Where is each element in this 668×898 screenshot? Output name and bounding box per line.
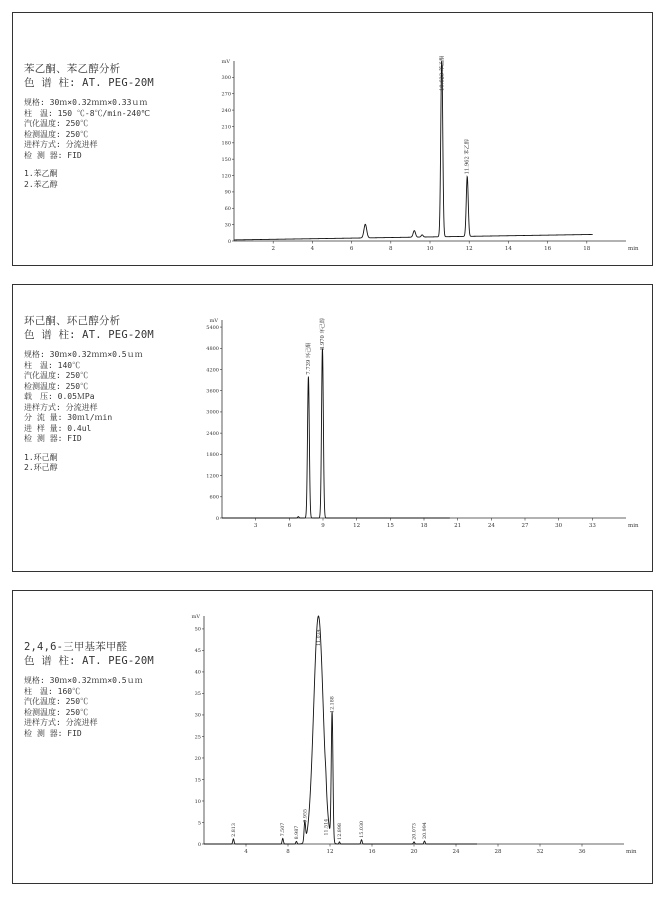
- peak-label: 11.034: [316, 629, 322, 646]
- y-tick-label: 240: [221, 107, 231, 114]
- chromatogram-trace: [222, 348, 450, 518]
- x-tick-label: 8: [389, 246, 393, 252]
- x-tick-label: 15: [386, 523, 394, 529]
- y-axis-unit: mV: [221, 59, 230, 65]
- x-tick-label: 12: [326, 849, 334, 855]
- y-tick-label: 0: [215, 515, 219, 522]
- chromatogram-trace: [204, 616, 477, 844]
- panel-3-info: [24, 640, 154, 739]
- spec-line: 柱 温: 150 ℃-8℃/min-240℃: [24, 108, 151, 118]
- panel-2-specs: [24, 350, 154, 445]
- x-tick-label: 16: [544, 246, 552, 252]
- x-tick-label: 20: [410, 849, 418, 855]
- x-axis-unit: min: [628, 523, 639, 529]
- panel-2-peak-list: [24, 453, 154, 474]
- peak-list-item: 1.环己酮: [24, 452, 58, 462]
- x-tick-label: 12: [353, 523, 361, 529]
- panel-1-peak-list: [24, 169, 154, 190]
- spec-line: 检测温度: 250℃: [24, 129, 89, 139]
- y-tick-label: 0: [197, 841, 201, 848]
- x-tick-label: 36: [578, 849, 586, 855]
- spec-line: 柱 温: 140℃: [24, 360, 81, 370]
- spec-line: 分 流 量: 30ｍl/ｍin: [24, 413, 113, 422]
- chromatogram-chart-2: [200, 312, 640, 546]
- y-tick-label: 2400: [206, 430, 219, 437]
- y-tick-label: 40: [194, 669, 201, 676]
- y-tick-label: 0: [227, 238, 231, 245]
- chromatogram-chart-1: [220, 55, 640, 260]
- x-tick-label: 16: [368, 849, 376, 855]
- panel-3-column: 色 谱 柱: AT. PEG-20M: [24, 655, 154, 667]
- x-tick-label: 9: [321, 523, 325, 529]
- peak-label: 15.030: [360, 820, 365, 838]
- peak-label: 9.955: [303, 808, 309, 823]
- peak-label: 11.962 苯乙醇: [464, 138, 471, 175]
- panel-3-specs: [24, 676, 154, 739]
- y-tick-label: 300: [221, 75, 231, 82]
- y-tick-label: 150: [221, 156, 231, 163]
- x-tick-label: 30: [555, 523, 563, 529]
- y-tick-label: 35: [194, 691, 201, 698]
- y-tick-label: 210: [221, 124, 231, 131]
- panel-2-title: 环己酮、环己醇分析: [24, 315, 121, 327]
- x-tick-label: 24: [452, 849, 460, 855]
- panel-1-info: [24, 62, 154, 190]
- x-tick-label: 27: [521, 523, 529, 529]
- peak-label: 12.898: [337, 823, 343, 840]
- spec-line: 进样方式: 分流进样: [24, 140, 98, 149]
- y-tick-label: 25: [194, 734, 201, 741]
- y-tick-label: 1800: [206, 452, 219, 459]
- x-tick-label: 14: [504, 246, 512, 252]
- y-tick-label: 3600: [206, 388, 219, 395]
- x-tick-label: 28: [494, 849, 502, 855]
- y-axis-unit: mV: [191, 614, 200, 620]
- spec-line: 汽化温度: 250℃: [24, 119, 89, 128]
- panel-3-title: 2,4,6-三甲基苯甲醛: [24, 641, 128, 653]
- x-tick-label: 4: [244, 849, 248, 855]
- peak-label: 20.073: [412, 823, 418, 840]
- spec-line: 规格: 30ｍ×0.32ｍｍ×0.5ｕｍ: [24, 676, 143, 685]
- x-tick-label: 32: [536, 849, 544, 855]
- y-tick-label: 30: [194, 712, 201, 719]
- x-tick-label: 18: [420, 523, 428, 529]
- y-tick-label: 60: [224, 206, 231, 213]
- peak-label: 10.623 苯乙酮: [439, 55, 446, 91]
- y-tick-label: 10: [194, 798, 201, 805]
- spec-line: 进样方式: 分流进样: [24, 402, 98, 412]
- peak-label: 12.188: [330, 696, 336, 713]
- panel-1-title: 苯乙酮、苯乙醇分析: [24, 63, 121, 75]
- peak-list-item: 2.环己醇: [24, 463, 58, 472]
- spec-line: 检 测 器: FID: [24, 728, 82, 738]
- peak-label: 20.994: [423, 822, 428, 839]
- peak-label: 8.987: [294, 825, 300, 840]
- spec-line: 检 测 器: FID: [24, 150, 82, 160]
- y-tick-label: 45: [194, 648, 201, 655]
- y-tick-label: 20: [194, 755, 201, 762]
- spec-line: 载 压: 0.05ＭPa: [24, 392, 95, 401]
- chromatogram-trace: [234, 61, 593, 240]
- y-tick-label: 15: [194, 777, 201, 784]
- x-axis-unit: min: [628, 246, 639, 252]
- peak-label: 8.970 环己醇: [319, 317, 326, 350]
- peak-list-item: 1.苯乙酮: [24, 169, 58, 178]
- x-tick-label: 10: [426, 246, 434, 252]
- spec-line: 进样方式: 分流进样: [24, 718, 98, 727]
- x-tick-label: 21: [454, 523, 462, 529]
- panel-2-column: 色 谱 柱: AT. PEG-20M: [24, 329, 154, 341]
- spec-line: 规格: 30ｍ×0.32ｍｍ×0.33ｕｍ: [24, 98, 148, 107]
- y-tick-label: 90: [224, 189, 231, 196]
- x-tick-label: 12: [465, 246, 473, 252]
- panel-2-info: [24, 314, 154, 474]
- y-tick-label: 50: [194, 626, 201, 633]
- peak-label: 11.514: [324, 818, 330, 836]
- panel-1-specs: [24, 98, 154, 161]
- y-tick-label: 4200: [206, 367, 219, 374]
- spec-line: 规格: 30ｍ×0.32ｍｍ×0.5ｕｍ: [24, 350, 143, 359]
- y-tick-label: 5: [197, 820, 201, 827]
- spec-line: 柱 温: 160℃: [24, 686, 81, 696]
- panel-1-column: 色 谱 柱: AT. PEG-20M: [24, 77, 154, 89]
- spec-line: 检测温度: 250℃: [24, 707, 89, 717]
- spec-line: 进 样 量: 0.4ul: [24, 423, 92, 433]
- x-tick-label: 18: [583, 246, 591, 252]
- y-tick-label: 30: [224, 222, 231, 229]
- x-tick-label: 4: [310, 246, 315, 252]
- x-tick-label: 6: [287, 523, 292, 529]
- y-tick-label: 180: [221, 140, 231, 147]
- y-tick-label: 5400: [206, 324, 219, 331]
- x-tick-label: 3: [253, 523, 258, 529]
- y-tick-label: 1200: [206, 473, 219, 480]
- x-axis-unit: min: [626, 849, 637, 855]
- x-tick-label: 6: [349, 246, 354, 252]
- spec-line: 检测温度: 250℃: [24, 381, 89, 391]
- y-tick-label: 120: [221, 173, 231, 180]
- x-tick-label: 33: [588, 523, 596, 529]
- spec-line: 汽化温度: 250℃: [24, 371, 89, 380]
- peak-list-item: 2.苯乙醇: [24, 179, 58, 189]
- x-tick-label: 8: [286, 849, 290, 855]
- y-tick-label: 600: [209, 494, 219, 501]
- x-tick-label: 2: [271, 246, 275, 252]
- y-axis-unit: mV: [209, 318, 218, 324]
- y-tick-label: 270: [221, 91, 231, 98]
- spec-line: 汽化温度: 250℃: [24, 697, 89, 706]
- peak-label: 2.813: [231, 823, 237, 837]
- chromatogram-chart-3: [178, 612, 640, 866]
- peak-label: 7.739 环己酮: [305, 342, 312, 375]
- x-tick-label: 24: [487, 523, 495, 529]
- y-tick-label: 3000: [206, 409, 219, 416]
- y-tick-label: 4800: [206, 346, 219, 353]
- spec-line: 检 测 器: FID: [24, 434, 82, 443]
- peak-label: 7.507: [281, 822, 287, 837]
